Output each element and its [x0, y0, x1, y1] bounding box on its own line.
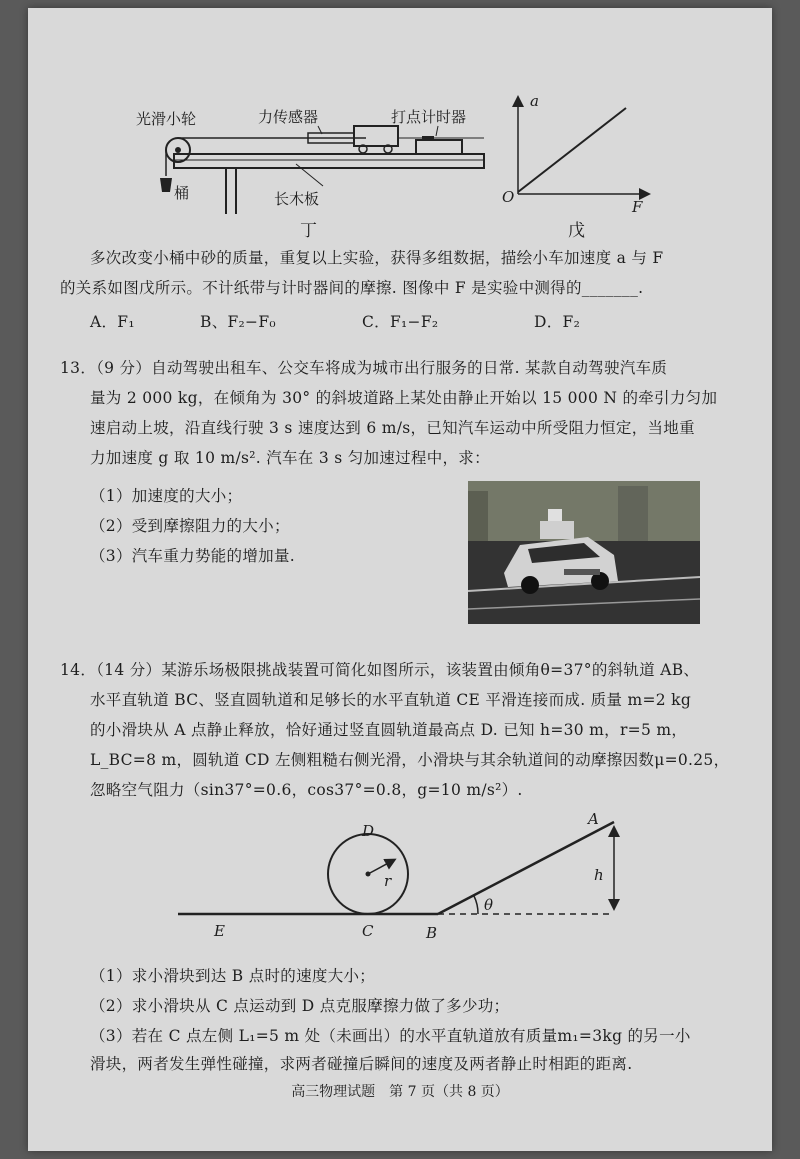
angle-theta-label: θ	[484, 896, 494, 914]
label-bucket: 桶	[174, 184, 190, 202]
q12-option-c: C．F₁−F₂	[362, 313, 439, 331]
caption-ding: 丁	[300, 221, 317, 241]
q13-sub-2: （2）受到摩擦阻力的大小；	[90, 517, 290, 535]
q13-sub-3: （3）汽车重力势能的增加量.	[90, 547, 295, 565]
label-force-sensor: 力传感器	[258, 108, 319, 126]
q12-option-d: D．F₂	[534, 313, 581, 331]
label-board: 长木板	[274, 190, 320, 208]
q14-line-5: 忽略空气阻力（sin37°=0.6，cos37°=0.8，g=10 m/s²）.	[90, 781, 523, 799]
height-label: h	[594, 866, 604, 884]
graph-line	[518, 108, 626, 192]
q14-line-4: L_BC=8 m，圆轨道 CD 左侧粗糙右侧光滑，小滑块与其余轨道间的动摩擦因数μ=0.25，	[90, 751, 730, 769]
q12-option-a: A．F₁	[90, 313, 135, 331]
autonomous-car-photo	[468, 481, 700, 624]
q14-line-2: 水平直轨道 BC、竖直圆轨道和足够长的水平直轨道 CE 平滑连接而成. 质量 m=2 kg	[90, 691, 692, 709]
caption-wu: 戊	[568, 221, 585, 241]
q14-sub-1: （1）求小滑块到达 B 点时的速度大小；	[90, 967, 376, 985]
q13-line-4: 力加速度 g 取 10 m/s². 汽车在 3 s 匀加速过程中，求：	[90, 449, 490, 467]
label-timer: 打点计时器	[391, 108, 467, 126]
origin-label: O	[502, 188, 515, 206]
exam-page	[28, 8, 772, 1151]
track-diagram	[168, 808, 628, 948]
q13-sub-1: （1）加速度的大小；	[90, 487, 243, 505]
point-a-label: A	[588, 810, 599, 828]
radius-label: r	[384, 872, 392, 890]
q13-line-1: 13．（9 分）自动驾驶出租车、公交车将成为城市出行服务的日常. 某款自动驾驶汽车质	[60, 359, 668, 377]
q12-line-1: 多次改变小桶中砂的质量，重复以上实验，获得多组数据，描绘小车加速度 a 与 F	[90, 249, 664, 267]
point-b-label: B	[426, 924, 438, 942]
q14-sub-4: 滑块，两者发生弹性碰撞，求两者碰撞后瞬间的速度及两者静止时相距的距离.	[90, 1055, 633, 1073]
point-c-label: C	[362, 922, 374, 940]
figure-wu-graph	[498, 90, 658, 210]
axis-f-label: F	[632, 198, 643, 216]
q13-line-3: 速启动上坡，沿直线行驶 3 s 速度达到 6 m/s，已知汽车运动中所受阻力恒定，当地重	[90, 419, 695, 437]
axis-a-label: a	[530, 92, 539, 110]
q12-line-2: 的关系如图戊所示。不计纸带与计时器间的摩擦. 图像中 F 是实验中测得的_______.	[60, 279, 644, 297]
q14-sub-3: （3）若在 C 点左侧 L₁=5 m 处（未画出）的水平直轨道放有质量m₁=3kg 的另一小	[90, 1027, 691, 1045]
q14-sub-2: （2）求小滑块从 C 点运动到 D 点克服摩擦力做了多少功；	[90, 997, 510, 1015]
label-pulley: 光滑小轮	[136, 110, 197, 128]
q14-line-3: 的小滑块从 A 点静止释放，恰好通过竖直圆轨道最高点 D. 已知 h=30 m，r=5 m，	[90, 721, 688, 739]
q14-line-1: 14．（14 分）某游乐场极限挑战装置可简化如图所示，该装置由倾角θ=37°的斜轨道 AB、	[60, 661, 700, 679]
point-e-label: E	[214, 922, 225, 940]
point-d-label: D	[362, 822, 375, 840]
q13-line-2: 量为 2 000 kg，在倾角为 30° 的斜坡道路上某处由静止开始以 15 000 N 的牵引力匀加	[90, 389, 718, 407]
page-footer: 高三物理试题 第 7 页（共 8 页）	[291, 1084, 509, 1100]
q12-option-b: B、F₂−F₀	[200, 313, 276, 331]
